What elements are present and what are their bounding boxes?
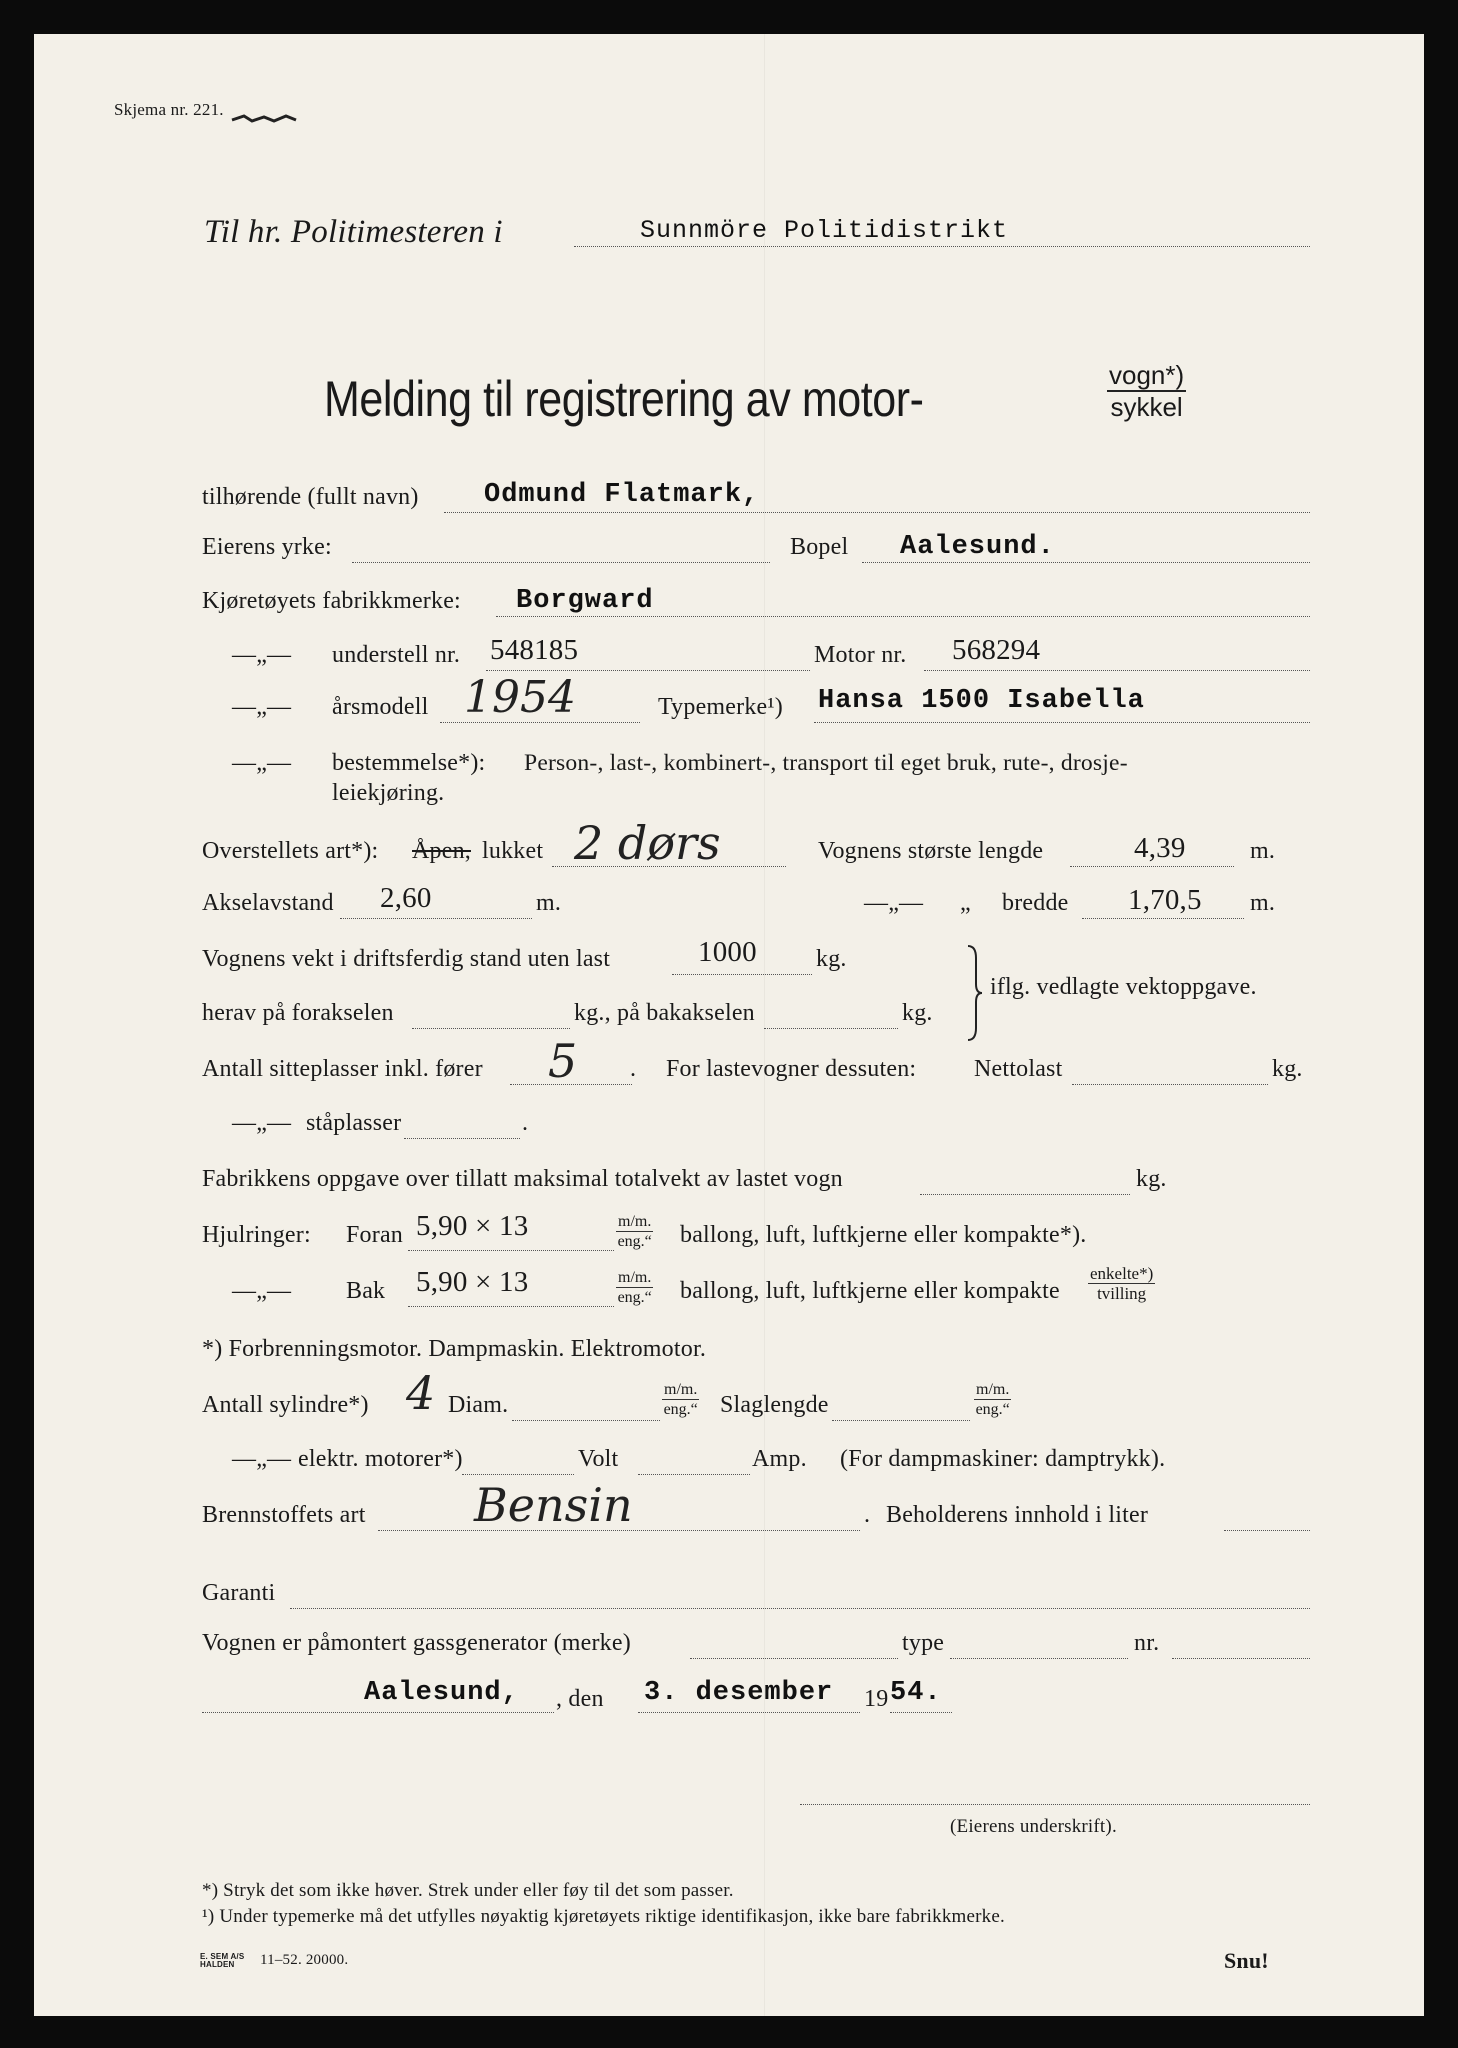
length-label: Vognens største lengde — [818, 838, 1044, 864]
netload-unit: kg. — [1272, 1056, 1303, 1082]
fuel-value: Bensin — [474, 1478, 633, 1532]
ditto-mark: —„— — [232, 642, 292, 668]
fuel-period: . — [864, 1502, 871, 1528]
year-prefix: 19 — [864, 1686, 889, 1712]
body-label: Overstellets art*): — [202, 838, 379, 864]
ditto-mark: —„— — [232, 1278, 292, 1304]
length-line — [1070, 866, 1234, 867]
date-prefix: , den — [556, 1686, 604, 1712]
signature-date: 3. desember — [644, 1678, 834, 1708]
chassis-line — [486, 670, 810, 671]
tank-line — [1224, 1530, 1310, 1531]
tyres-front-label: Foran — [346, 1222, 403, 1248]
body-open-struck: Åpen, — [412, 838, 471, 864]
unit-top: m/m. — [618, 1213, 652, 1230]
standing-label: ståplasser — [306, 1110, 402, 1136]
weight-line — [672, 974, 812, 975]
width-label: bredde — [1002, 890, 1069, 916]
type-line — [814, 722, 1310, 723]
ditto-mark: —„— — [232, 750, 292, 776]
stroke-line — [832, 1420, 970, 1421]
twin-label: tvilling — [1097, 1284, 1147, 1303]
seats-period: . — [630, 1056, 637, 1082]
type-value: Hansa 1500 Isabella — [818, 686, 1145, 716]
width-unit: m. — [1250, 890, 1276, 916]
tyres-rear-label: Bak — [346, 1278, 386, 1304]
ditto-mark: —„— — [232, 1446, 292, 1472]
max-weight-label: Fabrikkens oppgave over tillatt maksimal totalvekt av lastet vogn — [202, 1166, 843, 1192]
gas-type-label: type — [902, 1630, 945, 1656]
owner-value: Odmund Flatmark, — [484, 480, 760, 510]
length-unit: m. — [1250, 838, 1276, 864]
width-value: 1,70,5 — [1128, 884, 1202, 916]
unit-top: m/m. — [976, 1381, 1010, 1398]
engine-number-label: Motor nr. — [814, 642, 907, 668]
footnote-2: ¹) Under typemerke må det utfylles nøyaktig kjøretøyets riktige identifikasjon, ikke bare fabrikkmerke. — [202, 1906, 1005, 1927]
unit-top: m/m. — [618, 1269, 652, 1286]
wheelbase-unit: m. — [536, 890, 562, 916]
owner-signature-line — [800, 1804, 1310, 1805]
owner-label: tilhørende (fullt navn) — [202, 484, 419, 510]
tank-label: Beholderens innhold i liter — [886, 1502, 1149, 1528]
engine-number-line — [924, 670, 1310, 671]
place-line — [202, 1712, 554, 1713]
gas-nr-line — [1172, 1658, 1310, 1659]
unit-bottom: eng.“ — [663, 1401, 698, 1418]
form-number: Skjema nr. 221. — [114, 100, 224, 119]
stroke-label: Slaglengde — [720, 1392, 829, 1418]
amp-label: Amp. — [752, 1446, 807, 1472]
single-label: enkelte*) — [1090, 1264, 1154, 1283]
tyres-label: Hjulringer: — [202, 1222, 311, 1248]
guarantee-line — [290, 1608, 1310, 1609]
tyres-rear-type: ballong, luft, luftkjerne eller kompakte — [680, 1278, 1060, 1304]
guarantee-label: Garanti — [202, 1580, 276, 1606]
ditto-quote: „ — [960, 890, 971, 916]
make-line — [496, 616, 1310, 617]
diam-line — [512, 1420, 660, 1421]
rear-axle-line — [764, 1028, 898, 1029]
gas-generator-line — [690, 1658, 898, 1659]
diam-unit — [662, 1380, 699, 1419]
date-line — [638, 1712, 860, 1713]
printer-line-1: E. SEM A/S — [200, 1952, 245, 1961]
standing-period: . — [522, 1110, 529, 1136]
residence-label: Bopel — [790, 534, 849, 560]
length-value: 4,39 — [1134, 832, 1186, 864]
diam-label: Diam. — [448, 1392, 509, 1418]
tyres-rear-value: 5,90 × 13 — [416, 1266, 529, 1298]
body-closed-value: 2 dørs — [574, 816, 721, 870]
chassis-value: 548185 — [490, 634, 579, 666]
wheelbase-label: Akselavstand — [202, 890, 334, 916]
ink-mark-icon — [230, 112, 300, 126]
cylinders-label: Antall sylindre*) — [202, 1392, 369, 1418]
ditto-mark: —„— — [232, 1110, 292, 1136]
volt-line — [638, 1474, 750, 1475]
tyres-rear-line — [408, 1306, 614, 1307]
model-year-value: 1954 — [464, 672, 576, 723]
addressee-value: Sunnmöre Politidistrikt — [640, 216, 1009, 245]
weight-note: iflg. vedlagte vektoppgave. — [990, 974, 1257, 1000]
wheelbase-value: 2,60 — [380, 882, 432, 914]
rear-axle-unit: kg. — [902, 1000, 933, 1026]
addressee-line — [574, 246, 1310, 247]
signature-place: Aalesund, — [364, 1678, 519, 1708]
stroke-unit — [974, 1380, 1011, 1419]
cylinders-value: 4 — [406, 1366, 436, 1420]
unit-bottom: eng.“ — [617, 1289, 652, 1306]
gas-type-line — [950, 1658, 1128, 1659]
purpose-label: bestemmelse*): — [332, 750, 486, 776]
purpose-text-continued: leiekjøring. — [332, 780, 445, 806]
printer-line-2: HALDEN — [200, 1960, 235, 1969]
front-axle-label: herav på forakselen — [202, 1000, 394, 1026]
title-fraction-top: vogn*) — [1109, 360, 1185, 390]
title-fraction — [1107, 360, 1186, 422]
wheelbase-line — [340, 918, 532, 919]
page-fold — [764, 34, 765, 2016]
brace-icon — [964, 944, 984, 1042]
standing-line — [404, 1138, 520, 1139]
electric-label: elektr. motorer*) — [298, 1446, 463, 1472]
model-year-label: årsmodell — [332, 694, 429, 720]
front-axle-line — [412, 1028, 570, 1029]
trucks-label: For lastevogner dessuten: — [666, 1056, 917, 1082]
weight-label: Vognens vekt i driftsferdig stand uten last — [202, 946, 611, 972]
engine-number-value: 568294 — [952, 634, 1041, 666]
tyres-front-value: 5,90 × 13 — [416, 1210, 529, 1242]
turn-over: Snu! — [1224, 1948, 1269, 1973]
body-closed-label: lukket — [482, 838, 544, 864]
form-page — [34, 34, 1424, 2016]
width-line — [1082, 918, 1244, 919]
addressee-label: Til hr. Politimesteren i — [204, 214, 503, 250]
occupation-line — [352, 562, 770, 563]
type-label: Typemerke¹) — [658, 694, 783, 720]
year-line — [890, 1712, 952, 1713]
unit-top: m/m. — [664, 1381, 698, 1398]
form-title: Melding til registrering av motor- — [324, 371, 924, 427]
seats-value: 5 — [548, 1034, 578, 1088]
seats-label: Antall sitteplasser inkl. fører — [202, 1056, 483, 1082]
purpose-text: Person-, last-, kombinert-, transport til eget bruk, rute-, drosje- — [524, 750, 1128, 776]
title-fraction-bottom: sykkel — [1110, 392, 1183, 422]
unit-bottom: eng.“ — [617, 1233, 652, 1250]
volt-label: Volt — [578, 1446, 619, 1472]
ditto-mark: —„— — [864, 890, 924, 916]
signature-year: 54. — [890, 1678, 942, 1708]
weight-unit: kg. — [816, 946, 847, 972]
print-run: 11–52. 20000. — [260, 1952, 349, 1968]
netload-label: Nettolast — [974, 1056, 1063, 1082]
gas-generator-label: Vognen er påmontert gassgenerator (merke) — [202, 1630, 631, 1656]
max-weight-unit: kg. — [1136, 1166, 1167, 1192]
rear-axle-label: kg., på bakakselen — [574, 1000, 755, 1026]
netload-line — [1072, 1084, 1268, 1085]
make-value: Borgward — [516, 586, 654, 616]
ditto-mark: —„— — [232, 694, 292, 720]
weight-value: 1000 — [698, 936, 757, 968]
tyres-front-type: ballong, luft, luftkjerne eller kompakte*). — [680, 1222, 1087, 1248]
electric-line — [462, 1474, 574, 1475]
make-label: Kjøretøyets fabrikkmerke: — [202, 588, 461, 614]
tyres-front-unit — [616, 1212, 653, 1251]
occupation-label: Eierens yrke: — [202, 534, 332, 560]
owner-signature-label: (Eierens underskrift). — [950, 1816, 1117, 1837]
single-twin-fraction — [1088, 1264, 1155, 1303]
engine-types: *) Forbrenningsmotor. Dampmaskin. Elektromotor. — [202, 1336, 707, 1362]
residence-line — [862, 562, 1310, 563]
steam-label: (For dampmaskiner: damptrykk). — [840, 1446, 1166, 1472]
fuel-label: Brennstoffets art — [202, 1502, 366, 1528]
unit-bottom: eng.“ — [975, 1401, 1010, 1418]
tyres-rear-unit — [616, 1268, 653, 1307]
gas-nr-label: nr. — [1134, 1630, 1160, 1656]
footnote-1: *) Stryk det som ikke høver. Strek under eller føy til det som passer. — [202, 1880, 734, 1901]
chassis-label: understell nr. — [332, 642, 461, 668]
max-weight-line — [920, 1194, 1130, 1195]
residence-value: Aalesund. — [900, 532, 1055, 562]
tyres-front-line — [408, 1250, 614, 1251]
owner-line — [444, 512, 1310, 513]
